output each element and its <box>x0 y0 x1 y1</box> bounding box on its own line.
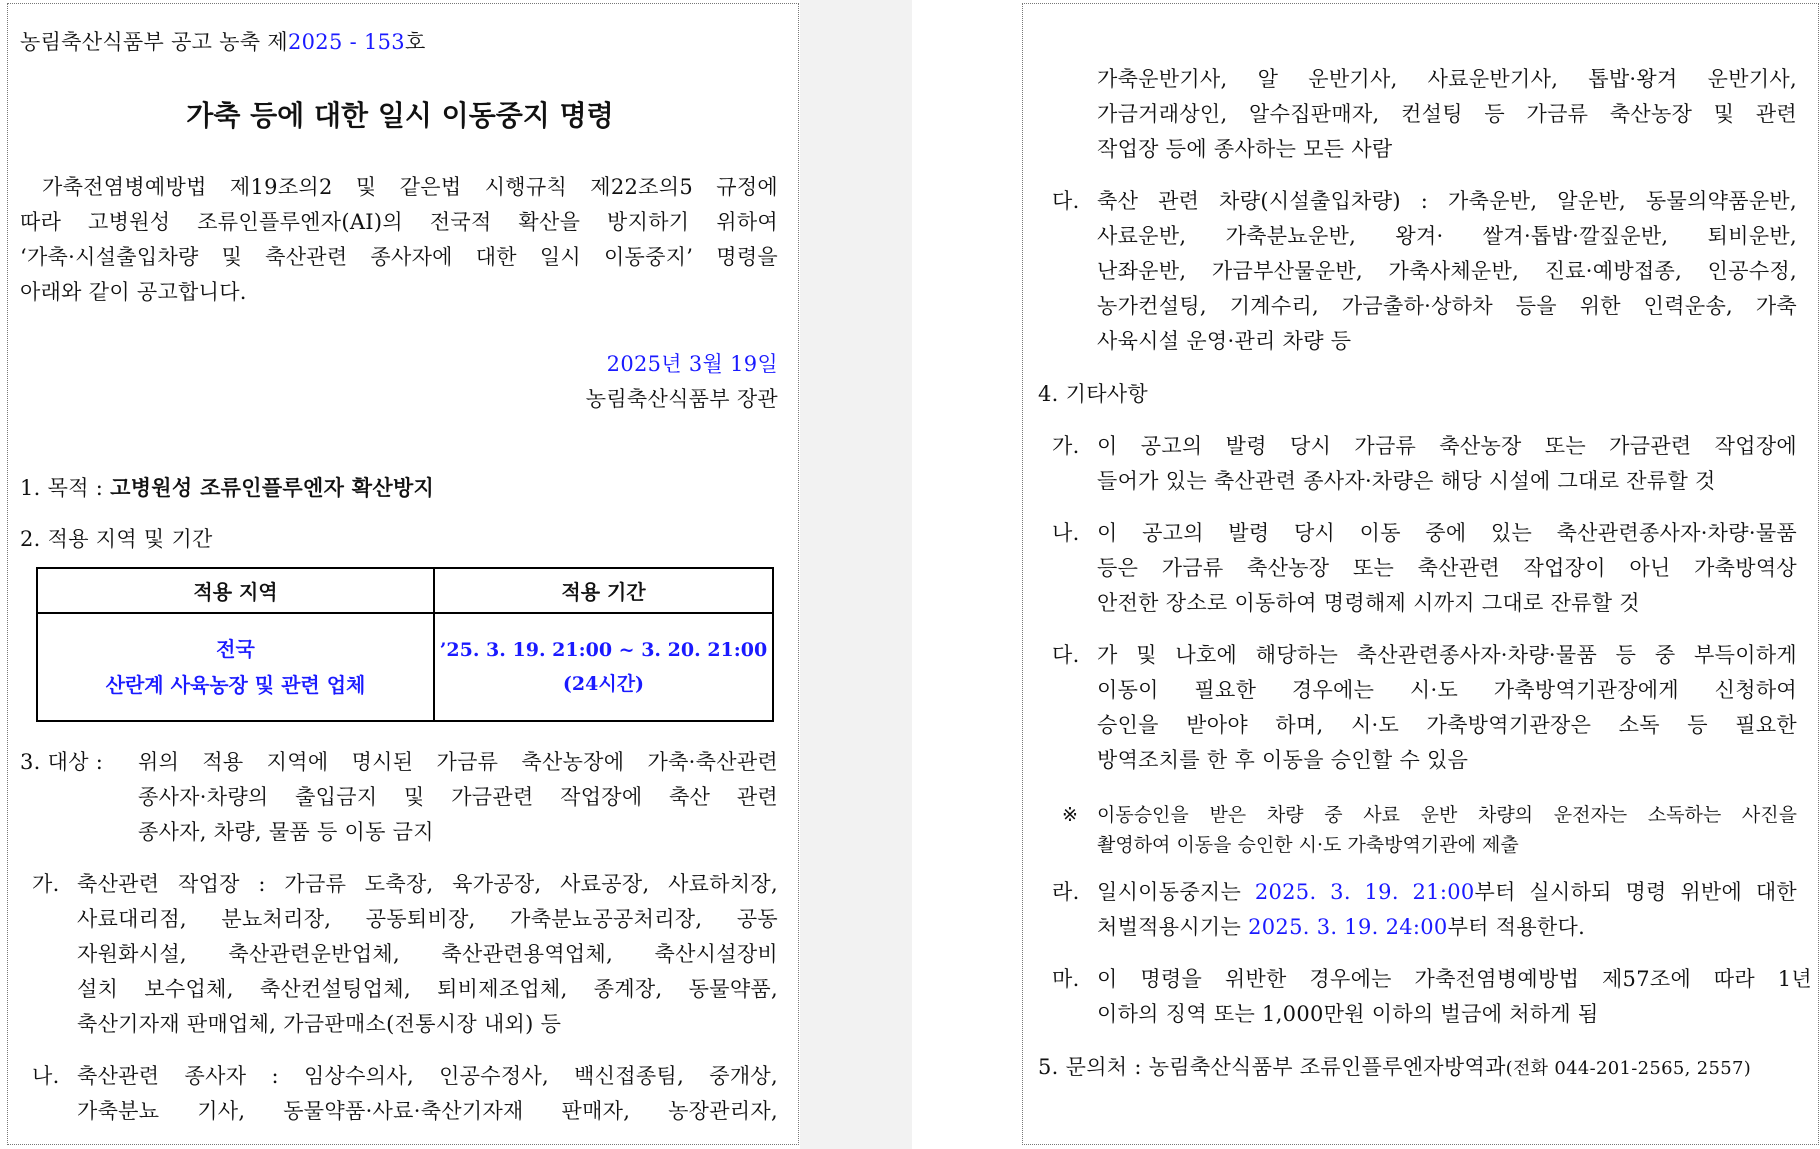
table-cell-region: 전국 산란계 사육농장 및 관련 업체 <box>37 613 434 721</box>
right-page: 가축운반기사, 알 운반기사, 사료운반기사, 톱밥·왕겨 운반기사, 가금거래상인, 알수집판매자, 컨설팅 등 가금류 축산농장 및 관련 작업장 등에 종사하는 모든 사람 다. 축산 관련 차량(시설출입차량) : 가축운반, 알운반, 동물의약품운반, 사료운반, 가축분뇨운반, 왕겨· 쌀겨·톱밥·깔짚운반, 퇴비운반, 난좌운반, 가금부산물운반, 가축사체운반, 진료·예방접종, 인공수정, 농가컨설팅, 기계수리, 가금출하·상하차 등을 위한 인력운송, 가축 사육시설 운영·관리 차량 등 4. 기타사항 가. 이 공고의 발령 당시 가금류 축산농장 또는 가금관련 작업장에 들어가 있는 축산관련 종사자·차량은 해당 시설에 그대로 잔류할 것 나. 이 공고의 발령 당시 이동 중에 있는 축산관련종사자·차량·물품 등은 가금류 축산농장 또는 축산관련 작업장이 아닌 가축방역상 안전한 장소로 이동하여 명령해제 시까지 그대로 잔류할 것 다. 가 및 나호에 해당하는 축산관련종사자·차량·물품 등 중 부득이하게 이동이 필요한 경우에는 시·도 가축방역기관장에게 신청하여 승인을 받아야 하며, 시·도 가축방역기관장은 소독 등 필요한 방역조치를 한 후 이동을 승인할 수 있음 ※ 이동승인을 받은 차량 중 사료 운반 차량의 운전자는 소독하는 사진을 촬영하여 이동을 승인한 시·도 가축방역기관에 제출 라. 일시이동중지는 2025. 3. 19. 21:00부터 실시하되 명령 위반에 대한 처벌적용시기는 2025. 3. 19. 24:00부터 적용한다. 마. 이 명령을 위반한 경우에는 가축전염병예방법 제57조에 따라 1년 이하의 징역 또는 1,000만원 이하의 벌금에 처하게 됨 5. 문의처 : 농림축산식품부 조류인플루엔자방역과(전화 044-201-2565, 2557) <box>912 0 1820 1149</box>
item-4-heading: 4. 기타사항 <box>1038 382 1148 406</box>
penalty-time: 2025. 3. 19. 24:00 <box>1248 915 1448 939</box>
notice-number: 농림축산식품부 공고 농축 제2025 - 153호 <box>20 30 426 54</box>
table-cell-period: ’25. 3. 19. 21:00 ~ 3. 20. 21:00 (24시간) <box>434 613 773 721</box>
contact-phone: (전화 044-201-2565, 2557) <box>1505 1058 1752 1079</box>
item-1-purpose: 1. 목적 : 고병원성 조류인플루엔자 확산방지 <box>20 475 435 500</box>
workers-continued: 가축운반기사, 알 운반기사, 사료운반기사, 톱밥·왕겨 운반기사, 가금거래상인, 알수집판매자, 컨설팅 등 가금류 축산농장 및 관련 작업장 등에 종사하는 모든 사람 <box>1097 67 1797 161</box>
region-period-table <box>36 567 774 722</box>
signer: 농림축산식품부 장관 <box>585 387 778 411</box>
page-gap <box>800 0 912 1149</box>
intro-paragraph: 가축전염병예방법 제19조의2 및 같은법 시행규칙 제22조의5 규정에 따라 고병원성 조류인플루엔자(AI)의 전국적 확산을 방지하기 위하여 ‘가축·시설출입차량 및 축산관련 종사자에 대한 일시 이동중지’ 명령을 아래와 같이 공고합니다. <box>20 175 778 304</box>
table-header-region: 적용 지역 <box>37 568 434 613</box>
document-title: 가축 등에 대한 일시 이동중지 명령 <box>186 99 614 132</box>
start-time: 2025. 3. 19. 21:00 <box>1254 880 1475 904</box>
item-2-heading: 2. 적용 지역 및 기간 <box>20 527 213 551</box>
table-header-period: 적용 기간 <box>434 568 773 613</box>
left-page: 농림축산식품부 공고 농축 제2025 - 153호 가축 등에 대한 일시 이동중지 명령 가축전염병예방법 제19조의2 및 같은법 시행규칙 제22조의5 규정에 따라 고병원성 조류인플루엔자(AI)의 전국적 확산을 방지하기 위하여 ‘가축·시설출입차량 및 축산관련 종사자에 대한 일시 이동중지’ 명령을 아래와 같이 공고합니다. 2025년 3월 19일 농림축산식품부 장관 1. 목적 : 고병원성 조류인플루엔자 확산방지 2. 적용 지역 및 기간 적용 지역 적용 기간 전국 산란계 사육농장 및 관련 업체 ’25. 3. 19. 21:00 ~ 3. 20. 21:00 (24시간) 3. 대상 : 위의 적용 지역에 명시된 가금류 축산농장에 가축·축산관련 종사자·차량의 출입금지 및 가금관련 작업장에 축산 관련 종사자, 차량, 물품 등 이동 금지 가. 축산관련 작업장 : 가금류 도축장, 육가공장, 사료공장, 사료하치장, 사료대리점, 분뇨처리장, 공동퇴비장, 가축분뇨공공처리장, 공동 자원화시설, 축산관련운반업체, 축산관련용역업체, 축산시설장비 설치 보수업체, 축산컨설팅업체, 퇴비제조업체, 종계장, 동물약품, 축산기자재 판매업체, 가금판매소(전통시장 내외) 등 나. 축산관련 종사자 : 임상수의사, 인공수정사, 백신접종팀, 중개상, 가축분뇨 기사, 동물약품·사료·축산기자재 판매자, 농장관리자, <box>0 0 800 1149</box>
item-5-contact: 5. 문의처 : 농림축산식품부 조류인플루엔자방역과(전화 044-201-2565, 2557) <box>1038 1055 1752 1079</box>
notice-number-value: 2025 - 153 <box>287 30 405 54</box>
notice-date: 2025년 3월 19일 <box>606 352 778 376</box>
